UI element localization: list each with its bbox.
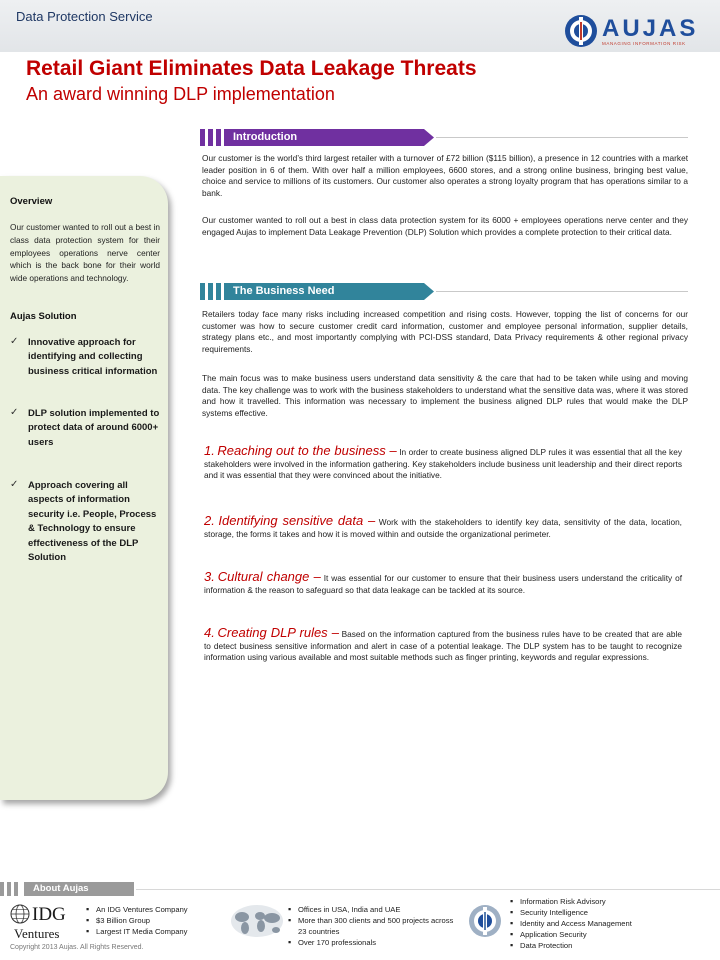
footer-list-company xyxy=(86,904,216,937)
need-paragraph-2: The main focus was to make business users understand data sensitivity & the care that had to be taken while using and moving data. The key challenge was to work with the business stakeholders to understand what the sensitive data was, where it was stored and how it travelled. This information was necessary to implement the business aligned DLP rules that would make the DLP systems effective. xyxy=(202,373,688,418)
copyright-text: Copyright 2013 Aujas. All Rights Reserved. xyxy=(10,944,144,951)
world-map-icon xyxy=(230,904,284,938)
service-label: Data Protection Service xyxy=(16,9,153,24)
item-number: 2. xyxy=(204,513,215,528)
solution-item-text: Innovative approach for identifying and collecting business critical information xyxy=(28,337,158,377)
list-item: ▪ $3 Billion Group xyxy=(86,915,216,926)
header-bar xyxy=(0,0,720,52)
list-item: ▪ Over 170 professionals xyxy=(288,937,458,948)
footer-list-services xyxy=(510,896,690,951)
section-heading: The Business Need xyxy=(233,285,335,297)
numbered-item xyxy=(204,515,682,540)
item-body: Work with the stakeholders to identify key data, sensitivity of the data, location, storage, the forms it takes and how it is moved within and outside the organizational perimeter. xyxy=(204,517,682,539)
item-number: 4. xyxy=(204,625,215,640)
checkmark-icon: ✓ xyxy=(10,479,19,490)
intro-paragraph-1: Our customer is the world’s third largest retailer with a turnover of £72 billion ($115 billion), a presence in 12 countries with a market leader position in 6 of them. With over half a million employees, 6600 stores, and a strong online business, bringing best value, choice and service to millions of its customers. Our customer also operates a strong loyalty program that has operations similar to a bank. xyxy=(202,153,688,198)
section-header-introduction xyxy=(200,129,688,146)
solution-heading: Aujas Solution xyxy=(10,311,77,322)
item-title: Cultural change – xyxy=(217,569,321,584)
item-title: Identifying sensitive data – xyxy=(218,513,376,528)
section-header-business-need xyxy=(200,283,688,300)
item-number: 1. xyxy=(204,443,215,458)
divider xyxy=(436,137,688,138)
intro-paragraph-2: Our customer wanted to roll out a best in class data protection system for its 6000 + employees operations nerve center and they engaged Aujas to implement Data Leakage Prevention (DLP) Solution which provides a complete protection to their critical data. xyxy=(202,215,688,237)
idg-wordmark: IDG xyxy=(32,904,66,925)
item-title: Creating DLP rules – xyxy=(217,625,339,640)
list-item: ▪ Application Security xyxy=(510,929,690,940)
solution-item-text: Approach covering all aspects of information security i.e. People, Process & Technology to ensure effectiveness of the DLP Solution xyxy=(28,480,157,564)
list-item: ▪ Offices in USA, India and UAE xyxy=(288,904,458,915)
idg-ventures-wordmark: Ventures xyxy=(14,926,60,941)
section-heading: Introduction xyxy=(233,131,298,143)
footer xyxy=(0,880,720,960)
list-item: ▪ Security Intelligence xyxy=(510,907,690,918)
item-number: 3. xyxy=(204,569,215,584)
globe-icon xyxy=(10,904,30,924)
need-paragraph-1: Retailers today face many risks including increased competition and rising costs. However, topping the list of concerns for our customer was how to secure customer credit card information, customer and employee personal information, supplier details, strategy plans etc., and most importantly complying with PCI-DSS standard, Data Privacy requirements & other regional privacy requirements. xyxy=(202,309,688,354)
idg-ventures-logo xyxy=(10,902,78,942)
brand-tagline: MANAGING INFORMATION RISK xyxy=(602,41,686,46)
aujas-emblem-icon xyxy=(564,14,598,48)
divider xyxy=(436,291,688,292)
numbered-item xyxy=(204,571,682,596)
about-heading: About Aujas xyxy=(33,883,89,894)
sidebar-panel xyxy=(0,176,168,800)
numbered-item xyxy=(204,627,682,664)
overview-text: Our customer wanted to roll out a best in class data protection system for their employees operations nerve center which is the back bone for their world wide operations and technology. xyxy=(10,222,160,284)
checkmark-icon: ✓ xyxy=(10,336,19,347)
overview-heading: Overview xyxy=(10,196,53,207)
list-item: ▪ Data Protection xyxy=(510,940,690,951)
about-bar xyxy=(0,882,134,896)
solution-item-text: DLP solution implemented to protect data of around 6000+ users xyxy=(28,408,160,448)
item-body: Based on the information captured from the business rules have to be created that are able to detect business sensitive information and alert in case of a potential leakage. The DLP system has to be taught to recognize information using various available and most suitable methods such as finger printing, keywords and regular expressions. xyxy=(204,629,682,663)
item-body: In order to create business aligned DLP rules it was essential that all the key stakeholders were involved in the information gathering. Key stakeholders include business unit leadership and their direct reports and it was essential that they were convinced about the initiative. xyxy=(204,447,682,481)
list-item: ▪ More than 300 clients and 500 projects across 23 countries xyxy=(288,915,458,937)
page-subtitle: An award winning DLP implementation xyxy=(26,84,335,104)
page-title: Retail Giant Eliminates Data Leakage Threats xyxy=(26,57,477,80)
aujas-logo xyxy=(564,14,714,50)
list-item: ▪ Information Risk Advisory xyxy=(510,896,690,907)
numbered-item xyxy=(204,445,682,482)
list-item: ▪ Largest IT Media Company xyxy=(86,926,216,937)
checkmark-icon: ✓ xyxy=(10,407,19,418)
aujas-emblem-icon xyxy=(468,904,502,938)
item-title: Reaching out to the business – xyxy=(217,443,397,458)
list-item: ▪ Identity and Access Management xyxy=(510,918,690,929)
footer-list-presence xyxy=(288,904,458,948)
list-item: ▪ An IDG Ventures Company xyxy=(86,904,216,915)
divider xyxy=(136,889,720,890)
brand-name: AUJAS xyxy=(602,15,699,42)
item-body: It was essential for our customer to ensure that their business users understand the criticality of information & the reason to safeguard so that data leakage can be tackled at its source. xyxy=(204,573,682,595)
